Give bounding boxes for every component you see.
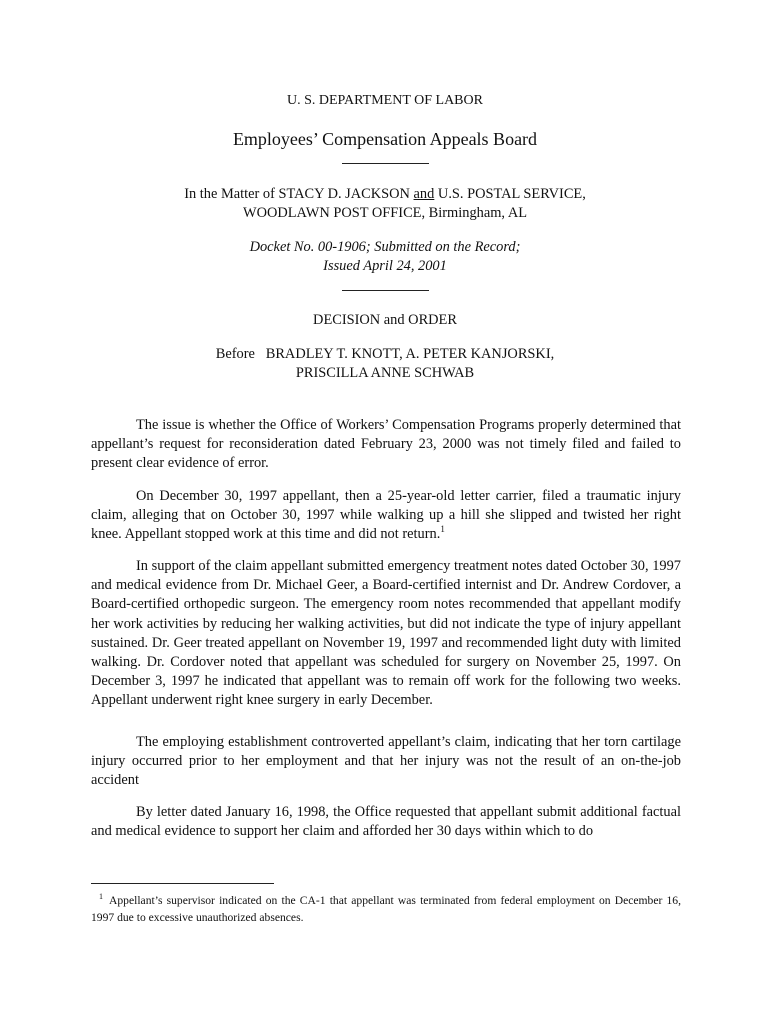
- docket-line-2: Issued April 24, 2001: [323, 258, 447, 274]
- department-heading: U. S. DEPARTMENT OF LABOR: [287, 93, 483, 108]
- paragraph-medical-evidence: In support of the claim appellant submitted emergency treatment notes dated October 30, 1997 and medical evidence from Dr. Michael Geer, a Board-certified internist and Dr. Andrew Cordover, a Board-certified orthopedic surgeon. The emergency room notes recommended that appellant modify her work activities by reducing her walking activities, but did not indicate the type of injury appellant sustained. Dr. Geer treated appellant on November 19, 1997 and recommended light duty with limited walking. Dr. Cordover noted that appellant was scheduled for surgery on November 25, 1997. On December 3, 1997 he indicated that appellant was to remain off work for the following two weeks. Appellant underwent right knee surgery in early December.: [91, 558, 681, 709]
- paragraph-issue: The issue is whether the Office of Workers’ Compensation Programs properly determined that appellant’s request for reconsideration dated February 23, 2000 was not timely filed and failed to present clear evidence of error.: [91, 417, 681, 472]
- footnote: [91, 888, 681, 926]
- paragraph-office-request: By letter dated January 16, 1998, the Office requested that appellant submit additional factual and medical evidence to support her claim and afforded her 30 days within which to do: [91, 804, 681, 840]
- paragraph-claim: [91, 487, 681, 545]
- title-divider: [342, 163, 429, 164]
- before-line-1: Before BRADLEY T. KNOTT, A. PETER KANJORSKI,: [215, 346, 555, 362]
- docket-divider: [342, 290, 429, 291]
- paragraph-claim-text: On December 30, 1997 appellant, then a 25-year-old letter carrier, filed a traumatic injury claim, alleging that on October 30, 1997 while walking up a hill she slipped and twisted her right knee. Appellant stopped work at this time and did not return.: [91, 488, 681, 543]
- matter-line-1: [0, 186, 770, 203]
- paragraph-controversion: The employing establishment controverted appellant’s claim, indicating that her torn cartilage injury occurred prior to her employment and that her injury was not the result of an on-the-job accident: [91, 734, 681, 789]
- before-line-2: PRISCILLA ANNE SCHWAB: [295, 365, 475, 381]
- matter-suffix: U.S. POSTAL SERVICE,: [434, 186, 586, 202]
- matter-prefix: In the Matter of STACY D. JACKSON: [184, 186, 414, 202]
- footnote-text: Appellant’s supervisor indicated on the CA-1 that appellant was terminated from federal employment on December 16, 1997 due to excessive unauthorized absences.: [91, 894, 681, 924]
- docket-line-1: Docket No. 00-1906; Submitted on the Record;: [249, 239, 521, 255]
- footnote-number: 1: [99, 892, 103, 901]
- decision-title: DECISION and ORDER: [313, 312, 457, 328]
- footnote-reference: 1: [440, 524, 445, 535]
- matter-line-2: WOODLAWN POST OFFICE, Birmingham, AL: [243, 205, 527, 221]
- board-title: Employees’ Compensation Appeals Board: [232, 129, 538, 149]
- matter-and: and: [413, 186, 435, 202]
- footnote-divider: [91, 883, 274, 884]
